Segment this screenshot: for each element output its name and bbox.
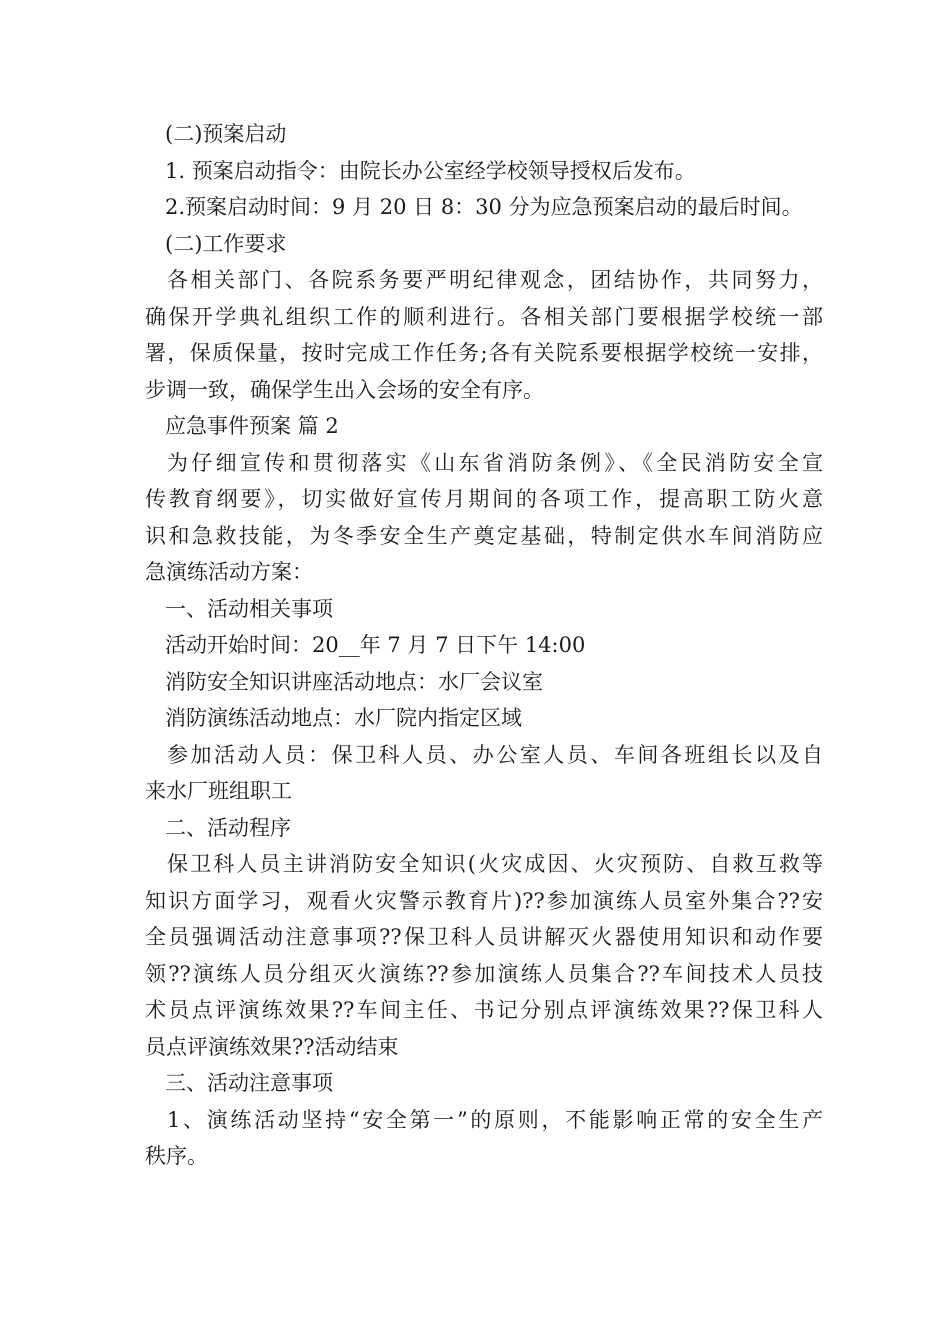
paragraph-line: 传教育纲要》，切实做好宣传月期间的各项工作，提高职工防火意 xyxy=(145,487,823,511)
section-heading-activity-procedure: 二、活动程序 xyxy=(165,815,291,840)
paragraph-line: 2.预案启动时间：9 月 20 日 8：30 分为应急预案启动的最后时间。 xyxy=(165,195,803,219)
section-heading-plan-start: (二)预案启动 xyxy=(165,122,287,146)
paragraph-line: 参加活动人员：保卫科人员、办公室人员、车间各班组长以及自 xyxy=(167,742,823,767)
paragraph-line: 为仔细宣传和贯彻落实《山东省消防条例》、《全民消防安全宣 xyxy=(167,450,823,475)
paragraph-line: 各相关部门、各院系务要严明纪律观念，团结协作，共同努力， xyxy=(167,268,823,292)
paragraph-line: 消防安全知识讲座活动地点：水厂会议室 xyxy=(165,669,543,694)
section-heading-activity-items: 一、活动相关事项 xyxy=(165,596,333,621)
paragraph-line: 识和急救技能，为冬季安全生产奠定基础，特制定供水车间消防应 xyxy=(145,523,823,548)
paragraph-line: 活动开始时间：20__年 7 月 7 日下午 14:00 xyxy=(165,633,586,657)
paragraph-line: 领??演练人员分组灭火演练??参加演练人员集合??车间技术人员技 xyxy=(145,961,823,986)
paragraph-line: 确保开学典礼组织工作的顺利进行。各相关部门要根据学校统一部 xyxy=(145,304,823,329)
paragraph-line: 消防演练活动地点：水厂院内指定区域 xyxy=(165,706,522,730)
paragraph-line: 1. 预案启动指令：由院长办公室经学校领导授权后发布。 xyxy=(165,158,696,183)
paragraph-line: 员点评演练效果??活动结束 xyxy=(145,1034,399,1059)
paragraph-line: 保卫科人员主讲消防安全知识(火灾成因、火灾预防、自救互救等 xyxy=(167,852,823,876)
paragraph-line: 知识方面学习，观看火灾警示教育片)??参加演练人员室外集合??安 xyxy=(145,888,823,913)
section-heading-plan-2: 应急事件预案 篇 2 xyxy=(165,414,339,438)
paragraph-line: 全员强调活动注意事项??保卫科人员讲解灭火器使用知识和动作要 xyxy=(145,925,823,949)
paragraph-line: 署，保质保量，按时完成工作任务;各有关院系要根据学校统一安排， xyxy=(145,341,823,365)
section-heading-activity-notes: 三、活动注意事项 xyxy=(165,1071,333,1095)
paragraph-line: 急演练活动方案： xyxy=(145,560,313,584)
section-heading-work-requirements: (二)工作要求 xyxy=(165,231,287,256)
paragraph-line: 1、演练活动坚持“安全第一”的原则，不能影响正常的安全生产 xyxy=(167,1107,823,1132)
document-body xyxy=(145,116,823,1175)
paragraph-line: 来水厂班组职工 xyxy=(145,779,292,803)
paragraph-line: 术员点评演练效果??车间主任、书记分别点评演练效果??保卫科人 xyxy=(145,998,823,1022)
paragraph-line: 步调一致，确保学生出入会场的安全有序。 xyxy=(145,377,544,402)
paragraph-line: 秩序。 xyxy=(145,1144,208,1168)
